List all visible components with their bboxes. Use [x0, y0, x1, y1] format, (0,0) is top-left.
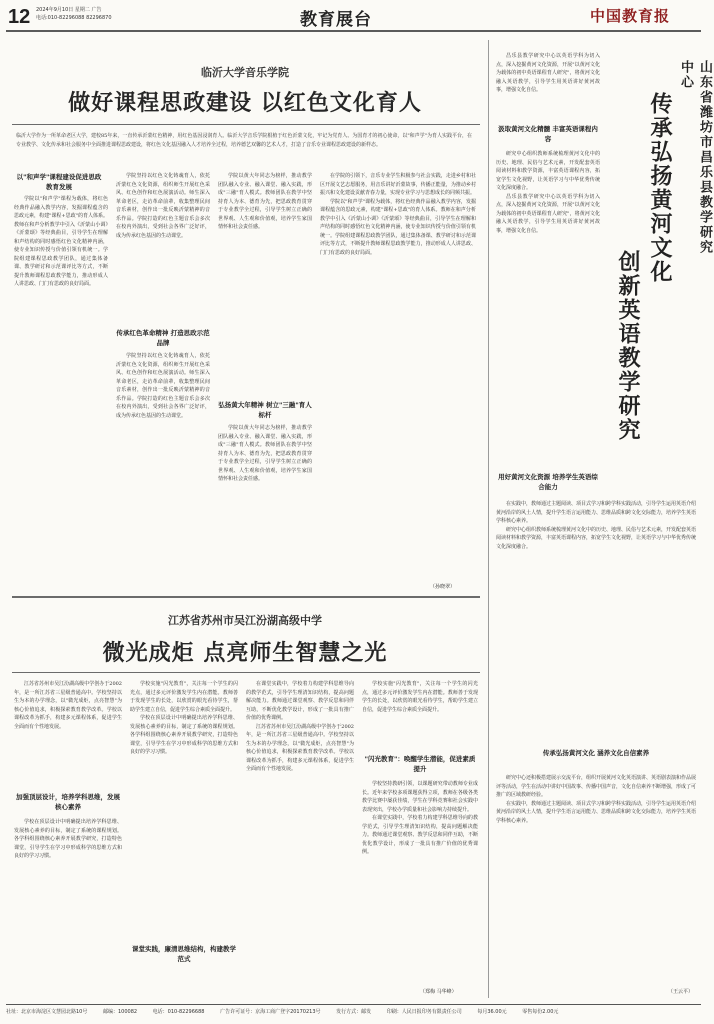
article2-kicker: 江苏省苏州市吴江汾湖高级中学 [168, 614, 322, 627]
footer-distribution: 发行方式：邮发 [336, 1009, 372, 1015]
footer-printer: 印刷：人民日报印务有限责任公司 [386, 1009, 462, 1015]
article3-subhead-2: 用好黄河文化资源 培养学生英语综合能力 [498, 473, 598, 491]
article3-column-4: 研究中心还积极搭建展示交流平台，组织开展黄河文化英语演讲、英语剧表演和作品展评等活动，学生在活动中讲好中国故事、传播中国声音，文化自信素养不断增强，形成了可推广的区域教研经验。 在实践中，教师通过主题阅读、项目式学习和跨学科实践活动，引导学生运用英语介绍黄河沿岸的风土人情，提升学生语言运用能力、思维品质和跨文化交际能力，培养学生英语学科核心素养。 [496, 775, 697, 824]
article3-subhead-3: 传承弘扬黄河文化 涵养文化自信素养 [542, 749, 650, 757]
article1-column-3: 学院坚持以红色文化铸魂育人，依托沂蒙红色文化资源，组织师生开展红色采风、红色创作和红色展演活动。师生深入革命老区，走访革命前辈，收集整理民间音乐素材，创作出一批反映沂蒙精神的音乐作品。学院打造的红色主题音乐会多次在校内外演出，受到社会各界广泛好评，成为传承红色基因的生动课堂。 [116, 353, 210, 419]
footer-postcode: 邮编：100082 [102, 1009, 138, 1015]
article-divider [12, 596, 480, 598]
article3-byline: （王云平） [668, 989, 694, 995]
section-title: 教育展台 [300, 10, 372, 30]
column-separator [488, 40, 489, 998]
article2-column-3: 学校实施"闪光教育"，关注每一个学生的闪光点，通过多元评价激发学生内在潜能。教师善于发现学生的长处，以欣赏的眼光看待学生，帮助学生建立自信，促进学生综合素质全面提升。 学校在顶层设计中明确提出培养学科思维、发展核心素养的目标，制定了系统的课程规划。各学科组围绕核心素养开展教学研究，打造特色课堂，引导学生在学习中形成科学的思维方式和良好的学习习惯。 [130, 681, 238, 755]
header-info [36, 6, 112, 22]
footer-license: 广告许可证号：京海工商广登字20170213号 [220, 1009, 321, 1015]
article1-column-6: 在学院的引领下，音乐专业学生积极参与社会实践，走进乡村和社区开展文艺志愿服务，用音乐讲好沂蒙故事，传播正能量，为推动乡村振兴和文化建设贡献青春力量，实现专业学习与思想成长的同频共振。 学院以"和声学"课程为载体，将红色经典作品融入教学内容，发掘课程蕴含的思政元素，构建"课程+思政"的育人体系。教师在和声分析教学中引入《沂蒙山小调》《沂蒙颂》等经典曲目，引导学生在理解和声结构的同时感悟红色文化精神内涵，使专业知识传授与价值引领有机统一。学院组建课程思政教学团队，通过集体备课、教学研讨和示范课评比等方式，不断提升教师课程思政教学能力，推动形成人人讲思政、门门有思政的良好局面。 [320, 173, 476, 256]
article1-column-4: 学院以黄大年同志为榜样，推动教学团队融入专业、融入课堂、融入实践，形成"三融"育人模式。教师团队在教学中坚持育人为本、德育为先，把思政教育贯穿于专业教学全过程，引导学生树立正确的世界观、人生观和价值观，培养学生家国情怀和社会责任感。 [218, 173, 312, 230]
article3-column-2: 研究中心组织教师系统梳理黄河文化中的历史、地理、民俗与艺术元素，开发配套英语阅读材料和教学资源，丰富英语课程内容，拓宽学生文化视野，让英语学习与中华优秀传统文化深度融合。 昌乐县教学研究中心以英语学科为切入点，深入挖掘黄河文化资源，开展"以黄河文化为载体的初中英语课程育人研究"，将黄河文化融入英语教学，引导学生用英语讲好黄河故事，增强文化自信。 [496, 151, 600, 234]
article2-byline: （郑梅 马华峰） [420, 989, 457, 995]
article1-kicker: 临沂大学音乐学院 [201, 66, 289, 79]
article2-column-1: 江苏省苏州市吴江汾湖高级中学创办于2002年，是一所江苏省三星级普通高中。学校坚持以生为本的办学理念，以"微光成炬，点亮智慧"为核心价值追求，积极探索教育教学改革。学校以课程改革为抓手，构建多元课程体系，促进学生全面而有个性地发展。 [14, 681, 122, 730]
article1-title-rule [12, 124, 480, 125]
article1-column-2: 学院坚持以红色文化铸魂育人，依托沂蒙红色文化资源，组织师生开展红色采风、红色创作和红色展演活动。师生深入革命老区，走访革命前辈，收集整理民间音乐素材，创作出一批反映沂蒙精神的音乐作品。学院打造的红色主题音乐会多次在校内外演出，受到社会各界广泛好评，成为传承红色基因的生动课堂。 [116, 173, 210, 239]
article2-subhead-3: 课堂实践，廉清思维结构，构建教学范式 [132, 945, 236, 963]
article2-title: 微光成炬 点亮师生智慧之光 [102, 640, 388, 666]
article2-column-6: 学校坚持教研引领，以课题研究带动教师专业成长。近年来学校多项课题获得立项，教师在各级各类教学比赛中屡获佳绩，学生在学科竞赛和社会实践中表现突出，学校办学质量和社会影响力持续提升。 在课堂实践中，学校着力构建学科思维导向的教学范式，引导学生理清知识结构，提高问题解决能力。教师通过课堂观察、教学反思和同伴互助，不断优化教学设计，形成了一批具有推广价值的优秀课例。 [362, 781, 478, 855]
header-divider [6, 30, 701, 32]
article1-subhead-3: 弘扬黄大年精神 树立"三融"育人标杆 [218, 401, 312, 419]
article1-column-5: 学院以黄大年同志为榜样，推动教学团队融入专业、融入课堂、融入实践，形成"三融"育人模式。教师团队在教学中坚持育人为本、德育为先，把思政教育贯穿于专业教学全过程，引导学生树立正确的世界观、人生观和价值观，培养学生家国情怀和社会责任感。 [218, 425, 312, 482]
article2-subhead-2: "闪光教育"：唤醒学生潜能，促进素质提升 [364, 755, 476, 773]
article3-column-3: 在实践中，教师通过主题阅读、项目式学习和跨学科实践活动，引导学生运用英语介绍黄河沿岸的风土人情，提升学生语言运用能力、思维品质和跨文化交际能力，培养学生英语学科核心素养。 研究中心组织教师系统梳理黄河文化中的历史、地理、民俗与艺术元素，开发配套英语阅读材料和教学资源，丰富英语课程内容，拓宽学生文化视野，让英语学习与中华优秀传统文化深度融合。 [496, 501, 697, 550]
header-phone: 电话:010-82296088 82296870 [36, 15, 112, 21]
article2-column-5: 学校实施"闪光教育"，关注每一个学生的闪光点，通过多元评价激发学生内在潜能。教师善于发现学生的长处，以欣赏的眼光看待学生，帮助学生建立自信，促进学生综合素质全面提升。 [362, 681, 478, 713]
article2-title-rule [12, 672, 480, 673]
article2-column-2: 学校在顶层设计中明确提出培养学科思维、发展核心素养的目标，制定了系统的课程规划。各学科组围绕核心素养开展教学研究，打造特色课堂，引导学生在学习中形成科学的思维方式和良好的学习习惯。 [14, 819, 122, 859]
article1-subhead-2: 传承红色革命精神 打造思政示范品牌 [116, 329, 210, 347]
page-footer [6, 1004, 701, 1019]
article1-subhead-1: 以"和声学"课程建设促进思政教育发展 [16, 173, 102, 191]
article1-byline: （孙晓翠） [430, 584, 456, 590]
article2-subhead-1: 加强顶层设计，培养学科思维，发展核心素养 [16, 793, 120, 811]
article3-subhead-1: 汲取黄河文化精髓 丰富英语课程内容 [498, 125, 598, 143]
newspaper-logo: 中国教育报 [590, 7, 671, 25]
article1-lead: 临沂大学作为一所革命老区大学，建校85年来，一直传承沂蒙红色精神，用红色基因浸润育人。临沂大学音乐学院根植于红色沂蒙文化，牢记为党育人、为国育才的初心使命，以"和声学"为育人实践平台，在专业教学、文化传承和社会服务中全面推进课程思政建设，将红色文化基因融入人才培养全过程，培养德艺双馨的艺术人才，打造了音乐专业课程思政建设的新样态。 [16, 133, 472, 148]
article2-column-4: 在课堂实践中，学校着力构建学科思维导向的教学范式，引导学生理清知识结构，提高问题解决能力。教师通过课堂观察、教学反思和同伴互助，不断优化教学设计，形成了一批具有推广价值的优秀课例。 江苏省苏州市吴江汾湖高级中学创办于2002年，是一所江苏省三星级普通高中。学校坚持以生为本的办学理念，以"微光成炬，点亮智慧"为核心价值追求，积极探索教育教学改革。学校以课程改革为抓手，构建多元课程体系，促进学生全面而有个性地发展。 [246, 681, 354, 772]
header-date: 2024年9月10日 星期二 广告 [36, 7, 102, 13]
article1-column-1: 学院以"和声学"课程为载体，将红色经典作品融入教学内容，发掘课程蕴含的思政元素，构建"课程+思政"的育人体系。教师在和声分析教学中引入《沂蒙山小调》《沂蒙颂》等经典曲目，引导学生在理解和声结构的同时感悟红色文化精神内涵，使专业知识传授与价值引领有机统一。学院组建课程思政教学团队，通过集体备课、教学研讨和示范课评比等方式，不断提升教师课程思政教学能力，推动形成人人讲思政、门门有思政的良好局面。 [14, 196, 108, 287]
footer-monthly-price: 每月36.00元 [477, 1009, 507, 1015]
article3-kicker: 山东省潍坊市昌乐县教学研究中心 [678, 60, 712, 255]
footer-address: 社址：北京市海淀区文慧园北路10号 [6, 1009, 88, 1015]
article1-title: 做好课程思政建设 以红色文化育人 [68, 90, 422, 116]
article3-column-1: 昌乐县教学研究中心以英语学科为切入点，深入挖掘黄河文化资源，开展"以黄河文化为载体的初中英语课程育人研究"，将黄河文化融入英语教学，引导学生用英语讲好黄河故事，增强文化自信。 [496, 53, 600, 93]
article3-title-line2: 创新英语教学研究 [615, 250, 640, 442]
footer-single-price: 零售每份2.00元 [522, 1009, 559, 1015]
footer-phone: 电话：010-82296688 [152, 1009, 205, 1015]
article3-title-line1: 传承弘扬黄河文化 [647, 92, 672, 284]
page-header [0, 0, 707, 34]
page-number: 12 [8, 6, 31, 28]
